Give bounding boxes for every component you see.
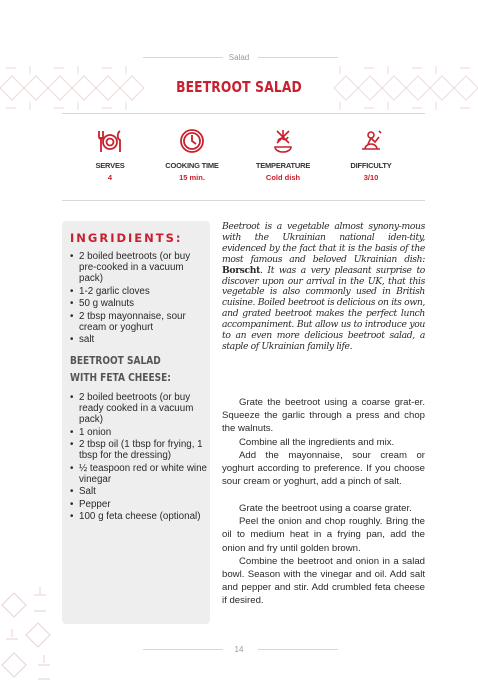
variant-ingredients-list (70, 392, 210, 524)
chef-difficulty-icon (357, 127, 385, 155)
header-rule-right (258, 57, 338, 58)
recipe-title: BEETROOT SALAD (176, 78, 302, 96)
cutlery-plate-icon (96, 127, 124, 155)
method-step: Combine the beetroot and onion in a salad bowl. Season with the vinegar and oil. Add salt and pepper and stir. Add crumbled feta cheese if desired. (222, 555, 425, 607)
stat-temperature (248, 127, 318, 182)
list-item: • ½ teaspoon red or white wine vinegar (70, 462, 207, 485)
footer-rule-right (258, 649, 338, 650)
method-step: Combine all the ingredients and mix. (239, 436, 395, 448)
method-step: Grate the beetroot using a coarse grater. (239, 503, 412, 514)
list-item: • 2 tbsp mayonnaise, sour cream or yoghurt (70, 310, 186, 333)
stat-label: TEMPERATURE (255, 161, 311, 170)
list-item: • 2 boiled beetroots (or buy ready cooked in a vacuum pack) (70, 392, 194, 425)
ingredients-heading: INGRIDIENTS: (70, 231, 183, 245)
intro-paragraph: Beetroot is a vegetable almost synony-mous with the Ukrainian national iden-tity, evidenced by the fact that it is the basis of the most famous and beloved Ukrainian dish: Borscht. It was a very pleasant surprise to discover upon our arrival in the UK, that this vegetable is also commonly used in British cuisine. Boiled beetroot is delicious on its own, and grated beetroot makes the perfect lunch accompaniment. But allow us to introduce you to an even more delicious beetroot salad, a staple of Ukrainian family life. (222, 221, 425, 352)
method-basic (222, 396, 425, 488)
list-item: • 2 boiled beetroots (or buy pre-cooked in a vacuum pack) (70, 251, 191, 284)
method-step: Grate the beetroot using a coarse grat-er. Squeeze the garlic through a press and chop the walnuts. (222, 397, 425, 435)
embroidery-ornament-bottom-left (0, 585, 62, 685)
stat-difficulty (336, 127, 406, 182)
stat-label: DIFFICULTY (350, 161, 392, 170)
method-step: Add the mayonnaise, sour cream or yoghurt according to preference. If you choose sour cream or yoghurt, add a pinch of salt. (222, 449, 425, 488)
stat-label: COOKING TIME (165, 161, 219, 170)
stats-rule-bottom (62, 200, 425, 201)
list-item: • 2 tbsp oil (1 tbsp for frying, 1 tbsp for the dressing) (70, 439, 203, 461)
list-item: • 50 g walnuts (70, 298, 135, 309)
stat-value: 3/10 (363, 173, 379, 182)
ingredients-panel (62, 221, 210, 624)
method-feta (222, 502, 425, 608)
page-number: 14 (234, 645, 244, 654)
list-item: • 1 onion (70, 426, 112, 438)
method-step: Peel the onion and chop roughly. Bring the oil to medium heat in a frying pan, add the onion and fry until golden brown. (222, 516, 425, 554)
variant-heading: BEETROOT SALAD WITH FETA CHEESE: (70, 355, 171, 384)
list-item: • Pepper (70, 498, 111, 510)
stat-serves (75, 127, 145, 182)
stat-value: 4 (107, 173, 113, 182)
section-label: Salad (228, 53, 250, 62)
ingredients-list (70, 251, 210, 347)
temperature-dish-icon (269, 127, 297, 155)
stat-value: 15 min. (179, 173, 205, 182)
stat-value: Cold dish (265, 173, 301, 182)
clock-icon (178, 127, 206, 155)
list-item: • 100 g feta cheese (optional) (70, 511, 201, 522)
dish-name: Borscht (222, 264, 260, 276)
list-item: • salt (70, 334, 95, 345)
stats-rule-top (62, 113, 425, 114)
stat-cooking-time (157, 127, 227, 182)
list-item: • 1-2 garlic cloves (70, 285, 150, 297)
list-item: • Salt (70, 486, 96, 497)
stat-label: SERVES (95, 161, 125, 170)
